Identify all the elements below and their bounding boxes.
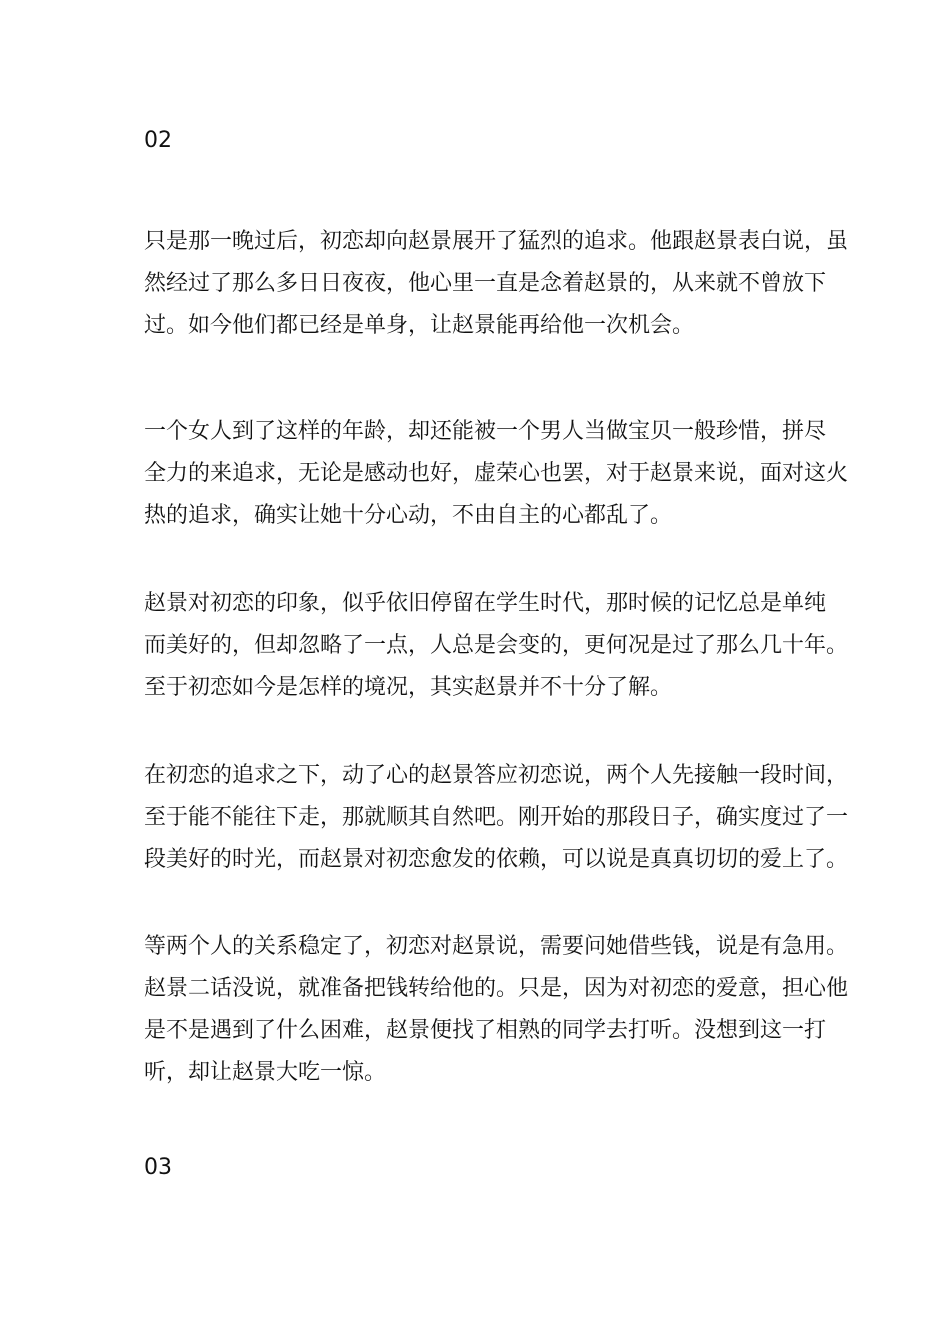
section-number: 02 [144,128,172,153]
paragraph-4 [144,755,849,881]
paragraph-line: 只是那一晚过后，初恋却向赵景展开了猛烈的追求。他跟赵景表白说，虽 [144,229,849,254]
paragraph-line: 等两个人的关系稳定了，初恋对赵景说，需要问她借些钱，说是有急用。 [144,934,849,959]
paragraph-3 [144,583,849,709]
paragraph-line: 听，却让赵景大吃一惊。 [144,1060,387,1085]
paragraph-line: 然经过了那么多日日夜夜，他心里一直是念着赵景的，从来就不曾放下 [144,271,827,296]
paragraph-2 [144,411,849,537]
paragraph-line: 至于初恋如今是怎样的境况，其实赵景并不十分了解。 [144,675,673,700]
paragraph-line: 而美好的，但却忽略了一点，人总是会变的，更何况是过了那么几十年。 [144,633,849,658]
paragraph-line: 热的追求，确实让她十分心动，不由自主的心都乱了。 [144,503,673,528]
paragraph-line: 赵景二话没说，就准备把钱转给他的。只是，因为对初恋的爱意，担心他 [144,976,849,1001]
paragraph-line: 全力的来追求，无论是感动也好，虚荣心也罢，对于赵景来说，面对这火 [144,461,849,486]
paragraph-line: 在初恋的追求之下，动了心的赵景答应初恋说，两个人先接触一段时间， [144,763,849,788]
paragraph-5 [144,926,849,1094]
paragraph-line: 是不是遇到了什么困难，赵景便找了相熟的同学去打听。没想到这一打 [144,1018,827,1043]
paragraph-line: 赵景对初恋的印象，似乎依旧停留在学生时代，那时候的记忆总是单纯 [144,591,827,616]
paragraph-line: 段美好的时光，而赵景对初恋愈发的依赖，可以说是真真切切的爱上了。 [144,847,849,872]
paragraph-1 [144,221,849,347]
paragraph-line: 至于能不能往下走，那就顺其自然吧。刚开始的那段日子，确实度过了一 [144,805,849,830]
paragraph-line: 过。如今他们都已经是单身，让赵景能再给他一次机会。 [144,313,695,338]
paragraph-line: 一个女人到了这样的年龄，却还能被一个男人当做宝贝一般珍惜，拼尽 [144,419,827,444]
section-number: 03 [144,1155,172,1180]
